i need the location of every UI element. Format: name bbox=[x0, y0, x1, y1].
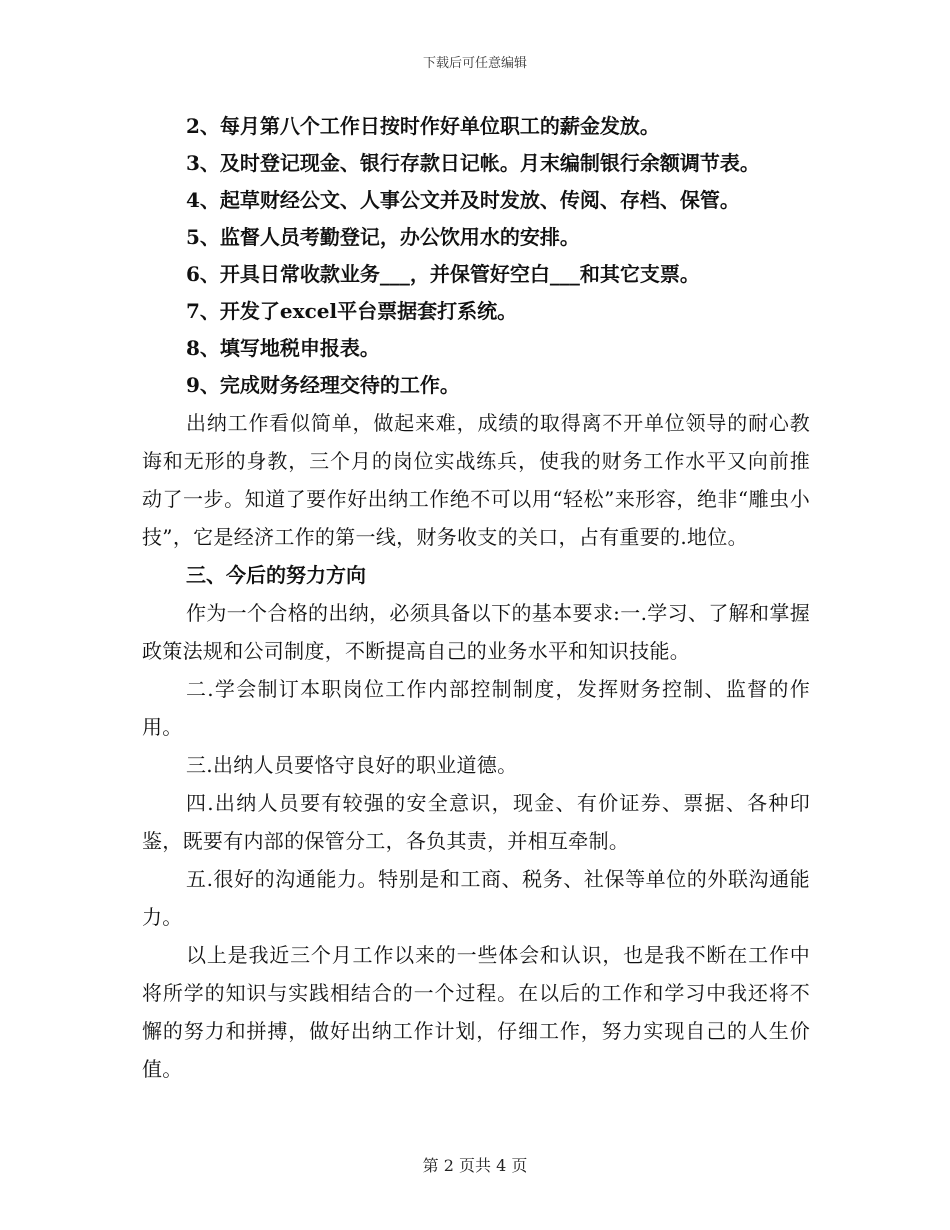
duties-list bbox=[142, 108, 810, 404]
requirement-paragraph: 五.很好的沟通能力。特别是和工商、税务、社保等单位的外联沟通能力。 bbox=[142, 867, 810, 929]
list-item: 7、开发了excel平台票据套打系统。 bbox=[186, 299, 518, 323]
list-item: 2、每月第八个工作日按时作好单位职工的薪金发放。 bbox=[186, 114, 660, 138]
closing-paragraph: 以上是我近三个月工作以来的一些体会和认识，也是我不断在工作中将所学的知识与实践相结合的一个过程。在以后的工作和学习中我还将不懈的努力和拼搏，做好出纳工作计划，仔细工作，努力实现自己的人生价值。 bbox=[142, 943, 810, 1081]
requirement-paragraph: 三.出纳人员要恪守良好的职业道德。 bbox=[186, 753, 518, 777]
page-indicator: 第 2 页共 4 页 bbox=[422, 1156, 528, 1175]
list-item: 8、填写地税申报表。 bbox=[186, 336, 380, 360]
section-heading: 三、今后的努力方向 bbox=[186, 563, 366, 587]
list-item: 6、开具日常收款业务___，并保管好空白___和其它支票。 bbox=[186, 262, 700, 286]
list-item: 5、监督人员考勤登记，办公饮用水的安排。 bbox=[186, 225, 580, 249]
requirement-paragraph: 作为一个合格的出纳，必须具备以下的基本要求:一.学习、了解和掌握政策法规和公司制度，不断提高自己的业务水平和知识技能。 bbox=[142, 601, 810, 663]
requirement-paragraph: 二.学会制订本职岗位工作内部控制制度，发挥财务控制、监督的作用。 bbox=[142, 677, 810, 739]
requirement-paragraph: 四.出纳人员要有较强的安全意识，现金、有价证券、票据、各种印鉴，既要有内部的保管分工，各负其责，并相互牵制。 bbox=[142, 791, 810, 853]
header-note: 下载后可任意编辑 bbox=[422, 56, 527, 71]
list-item: 9、完成财务经理交待的工作。 bbox=[186, 373, 460, 397]
summary-paragraph: 出纳工作看似简单，做起来难，成绩的取得离不开单位领导的耐心教诲和无形的身教，三个月的岗位实战练兵，使我的财务工作水平又向前推动了一步。知道了要作好出纳工作绝不可以用“轻松”来形容，绝非“雕虫小技”，它是经济工作的第一线，财务收支的关口，占有重要的.地位。 bbox=[142, 411, 810, 549]
document-body bbox=[142, 108, 810, 1088]
list-item: 3、及时登记现金、银行存款日记帐。月末编制银行余额调节表。 bbox=[186, 151, 760, 175]
list-item: 4、起草财经公文、人事公文并及时发放、传阅、存档、保管。 bbox=[186, 188, 740, 212]
